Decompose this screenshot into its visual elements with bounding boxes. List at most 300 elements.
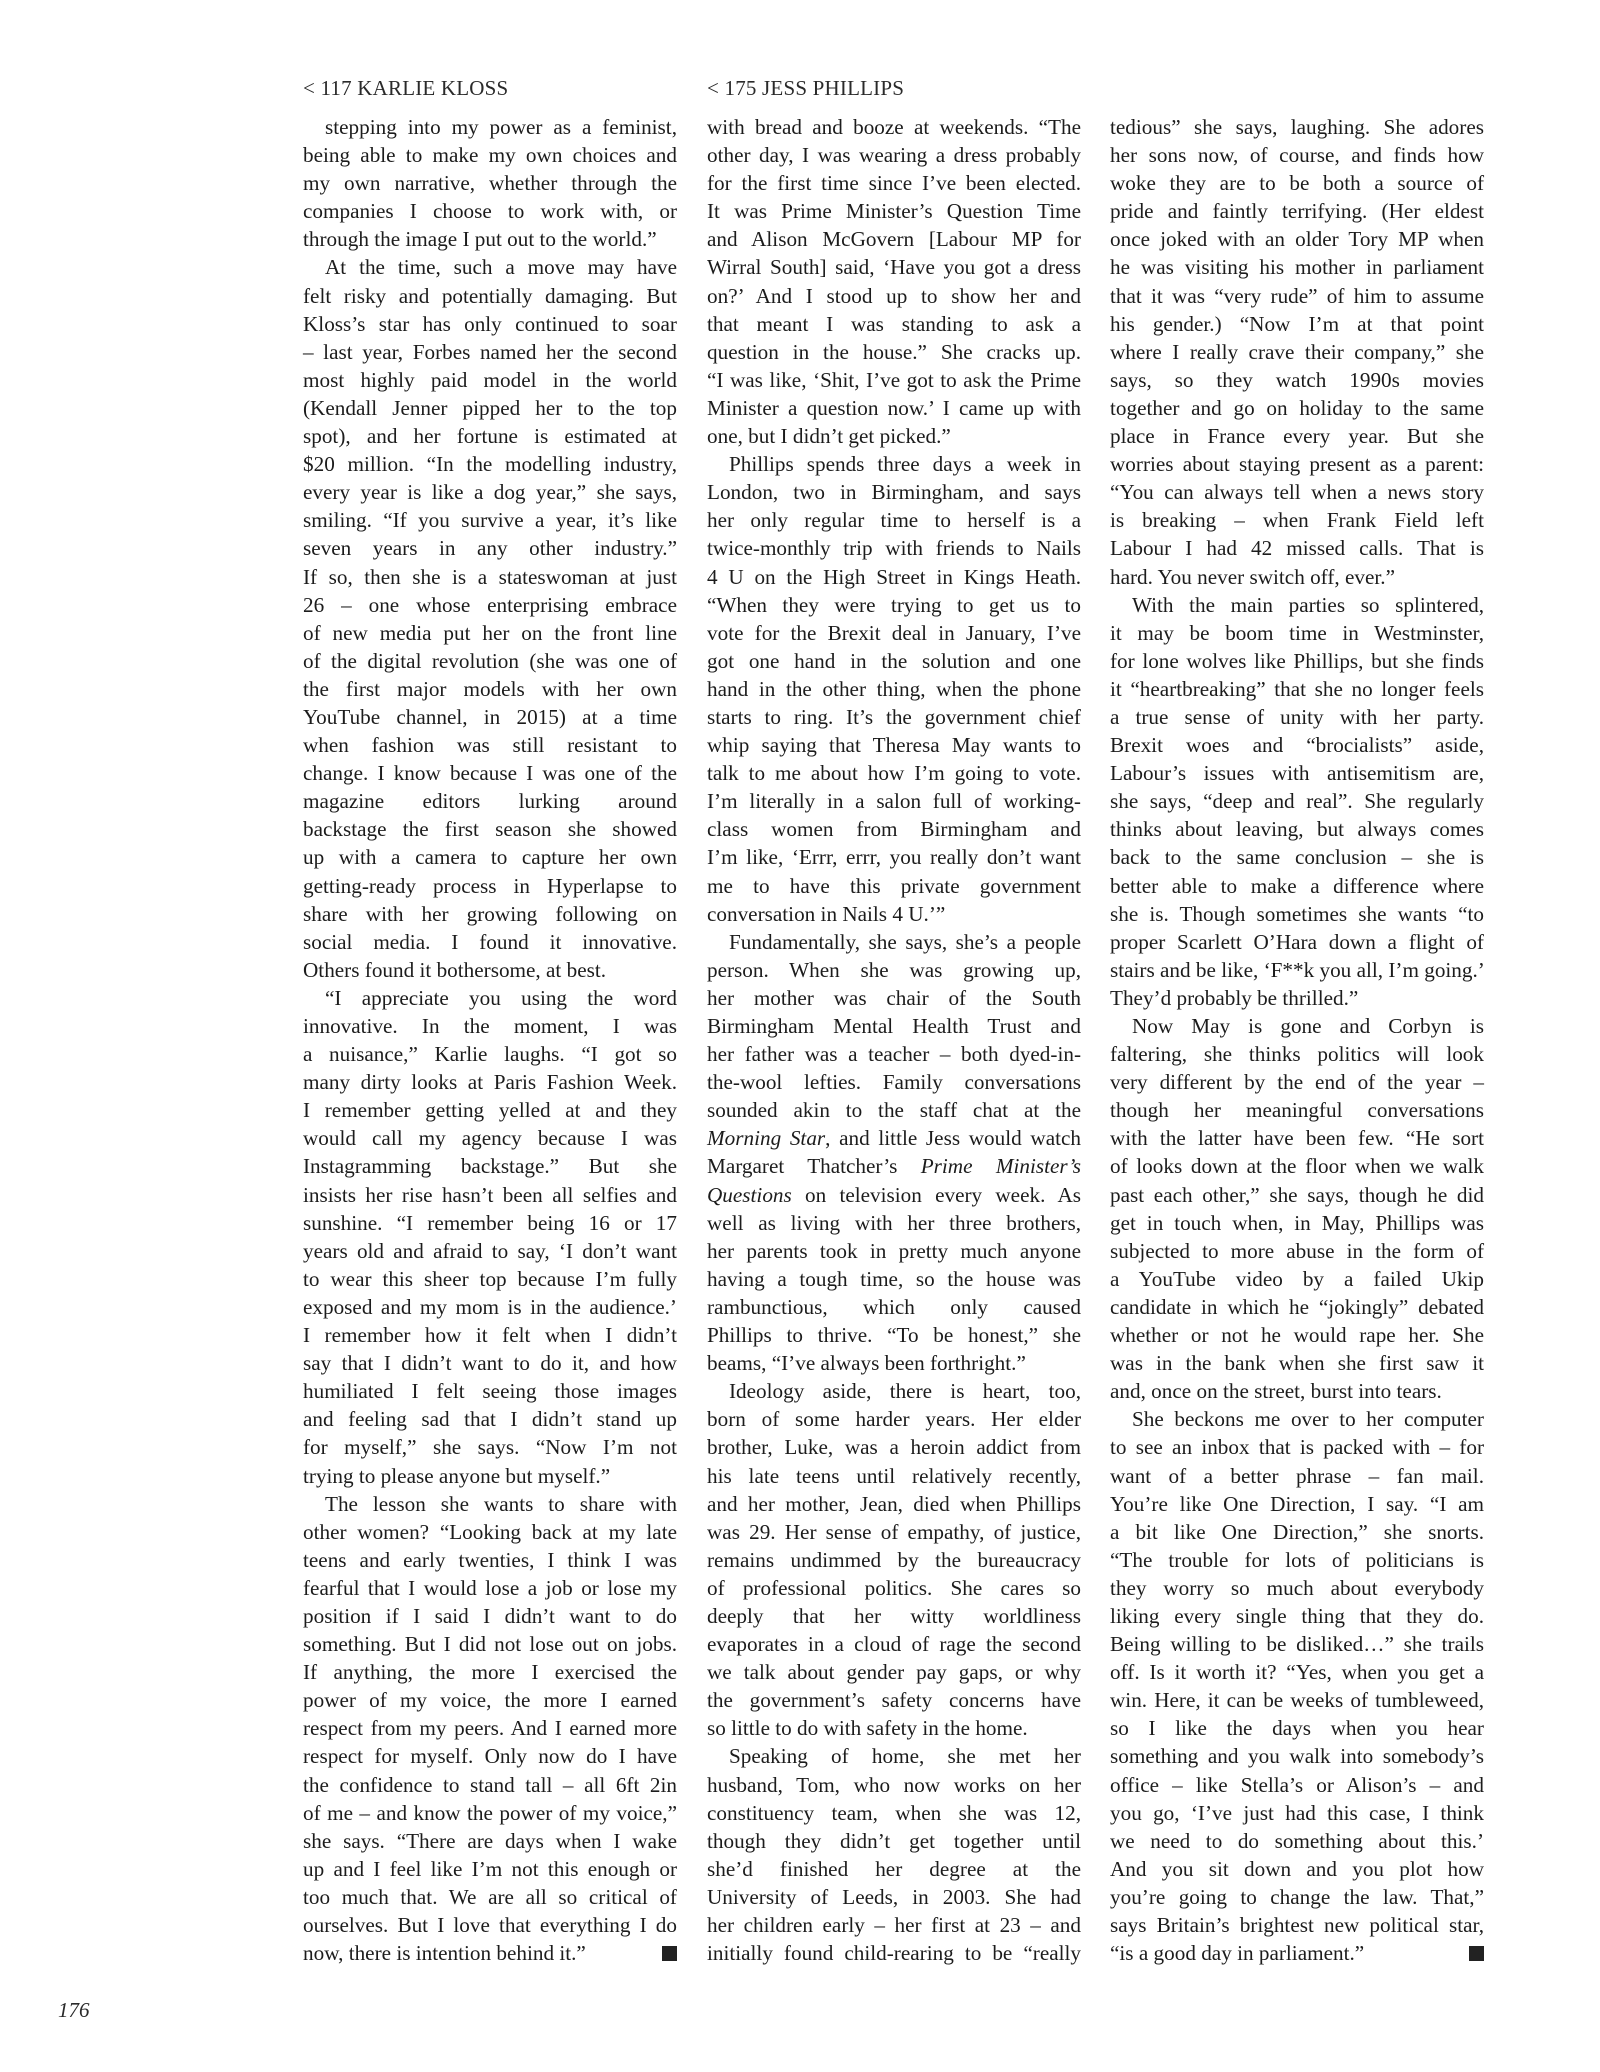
- text-line: [303, 591, 677, 619]
- text-line: [707, 310, 1081, 338]
- text-run: says Britain’s brightest new political star,: [1110, 1913, 1484, 1937]
- text-line: [1110, 1096, 1484, 1124]
- text-run: The lesson she wants to share with: [325, 1491, 677, 1516]
- text-run: too much that. We are all so critical of: [303, 1884, 677, 1909]
- text-line: [1110, 1237, 1484, 1265]
- text-line: [1110, 197, 1484, 225]
- text-line: [1110, 675, 1484, 703]
- text-line: [303, 1546, 677, 1574]
- text-run: Speaking of home, she met her: [729, 1744, 1081, 1769]
- text-line: [303, 872, 677, 900]
- text-run: change. I know because I was one of the: [303, 761, 677, 786]
- text-run: his late teens until relatively recently,: [707, 1463, 1081, 1488]
- text-line: [1110, 1799, 1484, 1827]
- text-line: [707, 1293, 1081, 1321]
- text-run: “You can always tell when a news story: [1110, 480, 1484, 505]
- text-run: win. Here, it can be weeks of tumbleweed,: [1110, 1688, 1484, 1713]
- text-line: [707, 675, 1081, 703]
- text-run: spot), and her fortune is estimated at: [303, 424, 677, 449]
- text-line: [707, 1012, 1081, 1040]
- text-run: once joked with an older Tory MP when: [1110, 227, 1484, 252]
- text-line: [303, 1096, 677, 1124]
- text-line: [303, 956, 677, 984]
- text-line: [303, 1490, 677, 1518]
- text-run: “The trouble for lots of politicians is: [1110, 1547, 1484, 1572]
- text-run: is breaking – when Frank Field left: [1110, 508, 1484, 533]
- text-line: [303, 197, 677, 225]
- text-line: [707, 1181, 1081, 1209]
- text-run: the government’s safety concerns have: [707, 1688, 1081, 1713]
- text-run: London, two in Birmingham, and says: [707, 480, 1081, 505]
- text-line: [707, 872, 1081, 900]
- text-line: [303, 1433, 677, 1461]
- text-run: on?’ And I stood up to show her and: [707, 283, 1081, 308]
- text-line: [1110, 1827, 1484, 1855]
- text-line: [1110, 1714, 1484, 1742]
- text-run: off. Is it worth it? “Yes, when you get a: [1110, 1660, 1484, 1685]
- text-run: back to the same conclusion – she is: [1110, 845, 1484, 870]
- text-run: through the image I put out to the world.”: [303, 227, 657, 252]
- text-run: of me – and know the power of my voice,”: [303, 1800, 677, 1825]
- text-line: [707, 169, 1081, 197]
- text-line: [303, 1799, 677, 1827]
- text-line: [707, 1349, 1081, 1377]
- text-line: [1110, 1658, 1484, 1686]
- text-run: Birmingham Mental Health Trust and: [707, 1014, 1081, 1038]
- text-line: [1110, 1546, 1484, 1574]
- text-run: her parents took in pretty much anyone: [707, 1238, 1081, 1263]
- text-line: [707, 703, 1081, 731]
- text-run: very different by the end of the year –: [1110, 1070, 1484, 1095]
- text-run: Fundamentally, she says, she’s a people: [729, 929, 1081, 954]
- text-line: [1110, 1405, 1484, 1433]
- text-run: of new media put her on the front line: [303, 620, 677, 645]
- text-line: [707, 1658, 1081, 1686]
- text-run: her only regular time to herself is a: [707, 508, 1081, 533]
- text-run: class women from Birmingham and: [707, 817, 1081, 842]
- text-run: power of my voice, the more I earned: [303, 1688, 677, 1713]
- text-run: husband, Tom, who now works on her: [707, 1772, 1081, 1797]
- text-run: Others found it bothersome, at best.: [303, 957, 607, 982]
- text-run: other women? “Looking back at my late: [303, 1519, 677, 1544]
- text-run: for the first time since I’ve been elected.: [707, 171, 1081, 196]
- text-run: whether or not he would rape her. She: [1110, 1323, 1484, 1348]
- text-line: [1110, 928, 1484, 956]
- text-line: [707, 1265, 1081, 1293]
- text-run: teens and early twenties, I think I was: [303, 1547, 677, 1572]
- text-run: hand in the other thing, when the phone: [707, 676, 1081, 701]
- text-run: magazine editors lurking around: [303, 789, 677, 814]
- text-line: [1110, 478, 1484, 506]
- text-line: [303, 1040, 677, 1068]
- text-run: humiliated I felt seeing those images: [303, 1379, 677, 1404]
- text-line: [303, 928, 677, 956]
- text-line: [707, 534, 1081, 562]
- text-run: for myself,” she says. “Now I’m not: [303, 1435, 677, 1460]
- text-line: [303, 478, 677, 506]
- text-line: [1110, 1124, 1484, 1152]
- text-run: You’re like One Direction, I say. “I am: [1110, 1491, 1484, 1516]
- text-line: [707, 1068, 1081, 1096]
- text-line: [1110, 422, 1484, 450]
- text-line: [1110, 1574, 1484, 1602]
- text-run: her mother was chair of the South: [707, 985, 1081, 1010]
- text-line: [1110, 1293, 1484, 1321]
- text-run: faltering, she thinks politics will look: [1110, 1042, 1484, 1067]
- italic-title: Prime Minister’s: [920, 1154, 1081, 1179]
- text-line: [707, 366, 1081, 394]
- text-run: With the main parties so splintered,: [1132, 592, 1484, 617]
- text-line: [303, 1602, 677, 1630]
- text-line: [1110, 1349, 1484, 1377]
- text-run: want of a better phrase – fan mail.: [1110, 1463, 1484, 1488]
- text-line: [303, 984, 677, 1012]
- text-run: they worry so much about everybody: [1110, 1575, 1484, 1600]
- text-line: [1110, 872, 1484, 900]
- text-line: [707, 1377, 1081, 1405]
- text-line: [707, 1490, 1081, 1518]
- text-line: [303, 1152, 677, 1180]
- text-line: [303, 759, 677, 787]
- text-run: Being willing to be disliked…” she trails: [1110, 1632, 1484, 1657]
- text-line: [303, 1068, 677, 1096]
- text-run: born of some harder years. Her elder: [707, 1407, 1081, 1432]
- text-line: [707, 1827, 1081, 1855]
- text-run: I’m literally in a salon full of working-: [707, 789, 1081, 814]
- text-line: [707, 1742, 1081, 1770]
- text-line: [707, 843, 1081, 871]
- text-line: [707, 141, 1081, 169]
- text-run: (Kendall Jenner pipped her to the top: [303, 395, 677, 420]
- text-run: sunshine. “I remember being 16 or 17: [303, 1210, 677, 1235]
- text-line: [303, 1012, 677, 1040]
- text-line: [303, 141, 677, 169]
- text-line: [1110, 956, 1484, 984]
- text-run: Wirral South] said, ‘Have you got a dress: [707, 255, 1081, 280]
- text-line: [1110, 1068, 1484, 1096]
- text-run: – last year, Forbes named her the second: [303, 339, 677, 364]
- text-line: [707, 338, 1081, 366]
- text-run: tedious” she says, laughing. She adores: [1110, 115, 1484, 139]
- text-line: [303, 815, 677, 843]
- text-run: “When they were trying to get us to: [707, 592, 1081, 617]
- text-line: [1110, 787, 1484, 815]
- text-line: [1110, 1742, 1484, 1770]
- text-run: his gender.) “Now I’m at that point: [1110, 311, 1484, 336]
- text-run: many dirty looks at Paris Fashion Week.: [303, 1070, 677, 1095]
- text-run: It was Prime Minister’s Question Time: [707, 199, 1081, 224]
- text-line: [303, 422, 677, 450]
- text-run: past each other,” she says, though he did: [1110, 1182, 1484, 1207]
- text-line: [707, 619, 1081, 647]
- text-line: [1110, 1433, 1484, 1461]
- text-run: Margaret Thatcher’s: [707, 1154, 921, 1179]
- text-run: one, but I didn’t get picked.”: [707, 424, 951, 449]
- text-line: [1110, 450, 1484, 478]
- text-line: [1110, 731, 1484, 759]
- text-line: [707, 1518, 1081, 1546]
- text-run: deeply that her witty worldliness: [707, 1603, 1081, 1628]
- text-run: Instagramming backstage.” But she: [303, 1154, 677, 1179]
- text-run: she says, “deep and real”. She regularly: [1110, 789, 1484, 814]
- text-line: [303, 1855, 677, 1883]
- text-run: so little to do with safety in the home.: [707, 1716, 1028, 1741]
- text-run: stepping into my power as a feminist,: [325, 115, 677, 139]
- text-run: office – like Stella’s or Alison’s – and: [1110, 1772, 1484, 1797]
- text-run: “is a good day in parliament.”: [1110, 1941, 1365, 1966]
- text-line: [707, 1096, 1081, 1124]
- text-run: and her mother, Jean, died when Phillips: [707, 1491, 1081, 1516]
- end-of-article-square-icon: [662, 1946, 677, 1961]
- text-run: the first major models with her own: [303, 676, 677, 701]
- article-column-3: [1110, 113, 1484, 1967]
- text-run: get in touch when, in May, Phillips was: [1110, 1210, 1484, 1235]
- text-line: [707, 815, 1081, 843]
- text-run: And you sit down and you plot how: [1110, 1856, 1484, 1881]
- text-run: position if I said I didn’t want to do: [303, 1603, 677, 1628]
- text-line: [1110, 703, 1484, 731]
- text-run: was 29. Her sense of empathy, of justice,: [707, 1519, 1081, 1544]
- text-line: [303, 506, 677, 534]
- text-line: [707, 984, 1081, 1012]
- text-run: years old and afraid to say, ‘I don’t want: [303, 1238, 677, 1263]
- text-run: say that I didn’t want to do it, and how: [303, 1351, 677, 1376]
- text-line: [707, 506, 1081, 534]
- text-line: [1110, 619, 1484, 647]
- text-run: 26 – one whose enterprising embrace: [303, 592, 677, 617]
- text-run: would call my agency because I was: [303, 1126, 677, 1151]
- text-run: She beckons me over to her computer: [1132, 1407, 1484, 1432]
- text-run: exposed and my mom is in the audience.’: [303, 1294, 677, 1319]
- text-run: respect for myself. Only now do I have: [303, 1744, 677, 1769]
- text-run: Phillips spends three days a week in: [729, 452, 1081, 477]
- text-run: something and you walk into somebody’s: [1110, 1744, 1484, 1769]
- text-run: up and I feel like I’m not this enough or: [303, 1856, 677, 1881]
- text-run: thinks about leaving, but always comes: [1110, 817, 1484, 842]
- text-line: [707, 1321, 1081, 1349]
- text-line: [707, 591, 1081, 619]
- text-line: [1110, 843, 1484, 871]
- text-line: [303, 843, 677, 871]
- text-run: Labour I had 42 missed calls. That is: [1110, 536, 1484, 561]
- text-line: [303, 169, 677, 197]
- text-line: [1110, 759, 1484, 787]
- text-line: [1110, 338, 1484, 366]
- text-run: trying to please anyone but myself.”: [303, 1463, 611, 1488]
- text-line: [707, 759, 1081, 787]
- text-run: to see an inbox that is packed with – for: [1110, 1435, 1484, 1460]
- text-run: got one hand in the solution and one: [707, 648, 1081, 673]
- text-run: other day, I was wearing a dress probably: [707, 143, 1081, 168]
- text-line: [303, 647, 677, 675]
- text-line: [1110, 225, 1484, 253]
- text-run: for lone wolves like Phillips, but she finds: [1110, 648, 1484, 673]
- text-run: woke they are to be both a source of: [1110, 171, 1484, 196]
- text-run: it “heartbreaking” that she no longer feels: [1110, 676, 1484, 701]
- text-line: [1110, 984, 1484, 1012]
- text-line: [303, 1911, 677, 1939]
- text-line: [303, 1209, 677, 1237]
- text-run: If anything, the more I exercised the: [303, 1660, 677, 1685]
- text-line: [707, 731, 1081, 759]
- text-line: [1110, 1855, 1484, 1883]
- text-line: [1110, 253, 1484, 281]
- text-run: 4 U on the High Street in Kings Heath.: [707, 564, 1081, 589]
- text-run: the confidence to stand tall – all 6ft 2in: [303, 1772, 677, 1797]
- text-run: rambunctious, which only caused: [707, 1294, 1081, 1319]
- text-run: stairs and be like, ‘F**k you all, I’m going.’: [1110, 957, 1485, 982]
- page-number: 176: [58, 1998, 90, 2022]
- text-run: Brexit woes and “brocialists” aside,: [1110, 733, 1484, 758]
- article-column-1: [303, 113, 677, 1967]
- text-run: beams, “I’ve always been forthright.”: [707, 1351, 1026, 1376]
- text-line: [707, 197, 1081, 225]
- text-line: [1110, 310, 1484, 338]
- text-run: whip saying that Theresa May wants to: [707, 733, 1081, 758]
- text-line: [707, 225, 1081, 253]
- text-run: remains undimmed by the bureaucracy: [707, 1547, 1081, 1572]
- text-run: Minister a question now.’ I came up with: [707, 395, 1081, 420]
- text-line: [707, 253, 1081, 281]
- text-run: “I appreciate you using the word: [325, 985, 677, 1010]
- text-line: [303, 450, 677, 478]
- text-line: [1110, 1377, 1484, 1405]
- text-run: together and go on holiday to the same: [1110, 395, 1484, 420]
- text-run: a nuisance,” Karlie laughs. “I got so: [303, 1042, 677, 1067]
- text-line: [1110, 1518, 1484, 1546]
- text-line: [303, 1518, 677, 1546]
- text-run: her father was a teacher – both dyed-in-: [707, 1042, 1081, 1067]
- text-run: of looks down at the floor when we walk: [1110, 1154, 1484, 1179]
- text-run: we need to do something about this.’: [1110, 1828, 1484, 1853]
- text-run: of the digital revolution (she was one of: [303, 648, 677, 673]
- text-run: twice-monthly trip with friends to Nails: [707, 536, 1081, 561]
- text-line: [1110, 1602, 1484, 1630]
- text-run: worries about staying present as a parent:: [1110, 452, 1484, 477]
- text-line: [1110, 1040, 1484, 1068]
- text-run: If so, then she is a stateswoman at just: [303, 564, 677, 589]
- text-run: evaporates in a cloud of rage the second: [707, 1632, 1081, 1657]
- text-run: conversation in Nails 4 U.’”: [707, 901, 946, 926]
- text-line: [1110, 1209, 1484, 1237]
- text-line: [707, 647, 1081, 675]
- text-line: [303, 113, 677, 141]
- text-line: [1110, 1181, 1484, 1209]
- text-run: we talk about gender pay gaps, or why: [707, 1660, 1081, 1685]
- text-run: I remember getting yelled at and they: [303, 1098, 677, 1123]
- text-line: [707, 787, 1081, 815]
- text-line: [707, 1405, 1081, 1433]
- text-line: [303, 1377, 677, 1405]
- text-run: a bit like One Direction,” she snorts.: [1110, 1519, 1484, 1544]
- text-line: [303, 787, 677, 815]
- running-head-karlie-kloss[interactable]: < 117 KARLIE KLOSS: [303, 76, 509, 100]
- text-run: companies I choose to work with, or: [303, 199, 677, 224]
- text-line: [1110, 1490, 1484, 1518]
- text-line: [303, 1630, 677, 1658]
- text-line: [303, 703, 677, 731]
- text-line: [707, 1771, 1081, 1799]
- italic-title: Questions: [707, 1182, 792, 1207]
- text-run: he was visiting his mother in parliament: [1110, 255, 1484, 280]
- text-run: so I like the days when you hear: [1110, 1716, 1484, 1741]
- text-line: [707, 1237, 1081, 1265]
- text-line: [303, 900, 677, 928]
- text-run: ourselves. But I love that everything I do: [303, 1913, 677, 1937]
- text-run: constituency team, when she was 12,: [707, 1800, 1081, 1825]
- text-run: University of Leeds, in 2003. She had: [707, 1884, 1081, 1909]
- text-run: says, so they watch 1990s movies: [1110, 367, 1484, 392]
- text-run: though they didn’t get together until: [707, 1828, 1081, 1853]
- text-run: starts to ring. It’s the government chief: [707, 704, 1081, 729]
- text-run: innovative. In the moment, I was: [303, 1014, 677, 1038]
- text-line: [303, 563, 677, 591]
- text-line: [707, 1462, 1081, 1490]
- text-run: , and little Jess would watch: [825, 1126, 1081, 1151]
- text-run: having a tough time, so the house was: [707, 1266, 1081, 1291]
- text-run: with bread and booze at weekends. “The: [707, 115, 1081, 139]
- text-run: most highly paid model in the world: [303, 367, 677, 392]
- text-line: [1110, 563, 1484, 591]
- text-run: something. But I did not lose out on jobs.: [303, 1632, 677, 1657]
- text-line: [707, 1686, 1081, 1714]
- text-line: [1110, 1883, 1484, 1911]
- running-head-jess-phillips[interactable]: < 175 JESS PHILLIPS: [707, 76, 905, 100]
- text-line: [707, 1433, 1081, 1461]
- text-line: [707, 956, 1081, 984]
- text-line: [707, 1630, 1081, 1658]
- text-line: [303, 731, 677, 759]
- text-line: [303, 1181, 677, 1209]
- text-line: [707, 1124, 1081, 1152]
- text-run: talk to me about how I’m going to vote.: [707, 761, 1081, 786]
- text-line: [707, 928, 1081, 956]
- text-line: [707, 1209, 1081, 1237]
- text-line: [303, 366, 677, 394]
- text-run: I’m like, ‘Errr, errr, you really don’t want: [707, 845, 1081, 870]
- text-line: [303, 1939, 677, 1967]
- text-line: [1110, 1462, 1484, 1490]
- text-run: was in the bank when she first saw it: [1110, 1351, 1484, 1376]
- text-line: [1110, 591, 1484, 619]
- text-line: [1110, 366, 1484, 394]
- text-line: [303, 1321, 677, 1349]
- text-run: backstage the first season she showed: [303, 817, 677, 842]
- text-run: where I really crave their company,” she: [1110, 339, 1484, 364]
- text-line: [707, 282, 1081, 310]
- text-run: her children early – her first at 23 – and: [707, 1913, 1081, 1937]
- text-run: social media. I found it innovative.: [303, 929, 677, 954]
- text-run: liking every single thing that they do.: [1110, 1603, 1484, 1628]
- text-line: [707, 394, 1081, 422]
- text-run: it may be boom time in Westminster,: [1110, 620, 1484, 645]
- text-run: she’d finished her degree at the: [707, 1856, 1081, 1881]
- text-run: person. When she was growing up,: [707, 957, 1081, 982]
- text-line: [707, 563, 1081, 591]
- text-line: [303, 1883, 677, 1911]
- text-run: I remember how it felt when I didn’t: [303, 1323, 677, 1348]
- text-run: smiling. “If you survive a year, it’s like: [303, 508, 677, 533]
- text-line: [1110, 1911, 1484, 1939]
- text-line: [1110, 1771, 1484, 1799]
- text-run: Phillips to thrive. “To be honest,” she: [707, 1323, 1081, 1348]
- text-line: [1110, 534, 1484, 562]
- text-line: [303, 1265, 677, 1293]
- text-line: [1110, 141, 1484, 169]
- text-run: her sons now, of course, and finds how: [1110, 143, 1484, 168]
- text-line: [1110, 506, 1484, 534]
- text-line: [1110, 1686, 1484, 1714]
